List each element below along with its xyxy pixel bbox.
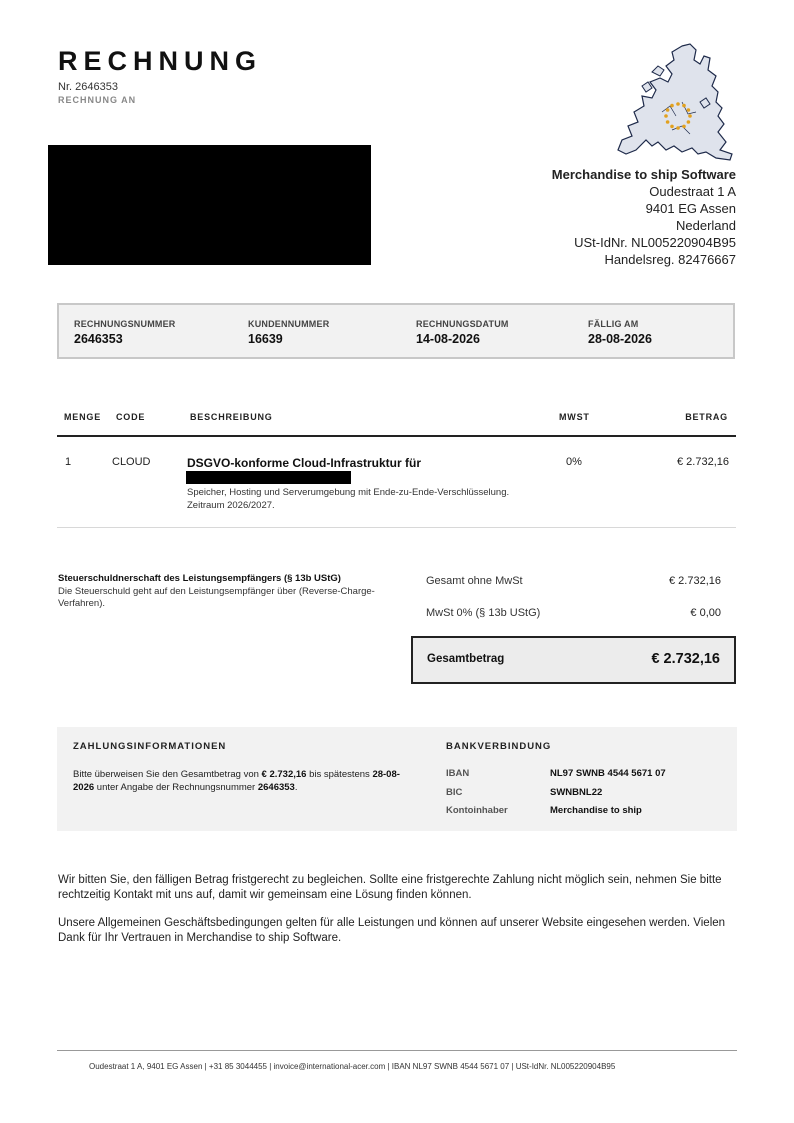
- bic-value: SWNBNL22: [550, 787, 603, 798]
- payment-due-date: 28-08-2026: [73, 769, 400, 793]
- row-description-line: Zeitraum 2026/2027.: [187, 500, 275, 511]
- redacted-recipient-address: [48, 145, 371, 265]
- column-header-code: CODE: [116, 412, 146, 422]
- grand-total-label: Gesamtbetrag: [427, 653, 505, 665]
- company-address: [552, 166, 736, 268]
- bank-details-heading: BANKVERBINDUNG: [446, 741, 552, 752]
- invoice-meta-box: [57, 303, 735, 359]
- bic-label: BIC: [446, 787, 463, 798]
- invoice-number: Nr. 2646353: [58, 81, 118, 93]
- reverse-charge-title: Steuerschuldnerschaft des Leistungsempfängers (§ 13b UStG): [58, 573, 341, 584]
- meta-invoice-date: [416, 319, 509, 346]
- meta-value: 14-08-2026: [416, 332, 480, 346]
- eu-map-logo-icon: [612, 42, 738, 166]
- company-name: Merchandise to ship Software: [551, 167, 736, 182]
- meta-label: RECHNUNGSNUMMER: [74, 319, 176, 329]
- payment-reminder-paragraph: Wir bitten Sie, den fälligen Betrag fristgerecht zu begleichen. Sollte eine fristgerechte Zahlung nicht möglich sein, nehmen Sie bitte rechtzeitig Kontakt mit uns auf, damit wir gemeinsam eine Lösung finden können.: [58, 874, 722, 901]
- reverse-charge-text: Die Steuerschuld geht auf den Leistungsempfänger über (Reverse-Charge-Verfahren).: [58, 586, 375, 609]
- payment-info-box: [57, 727, 737, 831]
- meta-label: KUNDENNUMMER: [248, 319, 330, 329]
- table-row-divider: [57, 527, 736, 528]
- account-holder-value: Merchandise to ship: [550, 805, 642, 816]
- invoice-title: RECHNUNG: [58, 46, 263, 76]
- bill-to-label: RECHNUNG AN: [58, 95, 137, 105]
- row-description-line: Speicher, Hosting und Serverumgebung mit Ende-zu-Ende-Verschlüsselung.: [187, 487, 510, 498]
- meta-value: 28-08-2026: [588, 332, 652, 346]
- column-header-amount: BETRAG: [685, 412, 728, 422]
- vat-value: € 0,00: [690, 607, 721, 619]
- row-amount: € 2.732,16: [677, 456, 729, 468]
- table-header-divider: [57, 435, 736, 437]
- payment-text: .: [294, 782, 298, 793]
- row-code: CLOUD: [112, 456, 151, 468]
- row-description-details: [187, 486, 509, 512]
- column-header-qty: MENGE: [64, 412, 102, 422]
- terms-paragraph: Unsere Allgemeinen Geschäftsbedingungen gelten für alle Leistungen und können auf unserer Website eingesehen werden. Vielen Dank für Ihr Vertrauen in Merchandise to ship Software.: [58, 917, 726, 944]
- row-qty: 1: [65, 456, 72, 468]
- company-register: Handelsreg. 82476667: [604, 252, 736, 267]
- column-header-description: BESCHREIBUNG: [190, 412, 273, 422]
- row-vat: 0%: [566, 456, 582, 468]
- footer-text: Oudestraat 1 A, 9401 EG Assen | +31 85 3044455 | invoice@international-acer.com | IBAN NL97 SWNB 4544 5671 07 | USt-IdNr. NL005220904B95: [89, 1062, 616, 1071]
- meta-due-date: [588, 319, 652, 346]
- meta-value: 16639: [248, 332, 283, 346]
- net-total-label: Gesamt ohne MwSt: [426, 575, 523, 587]
- meta-label: RECHNUNGSDATUM: [416, 319, 509, 329]
- account-holder-label: Kontoinhaber: [446, 805, 508, 816]
- net-total-value: € 2.732,16: [669, 575, 721, 587]
- payment-info-heading: ZAHLUNGSINFORMATIONEN: [73, 741, 227, 752]
- payment-text: bis spätestens: [306, 769, 373, 780]
- grand-total-box: [411, 636, 736, 684]
- grand-total-value: € 2.732,16: [651, 651, 720, 667]
- iban-value: NL97 SWNB 4544 5671 07: [550, 768, 666, 779]
- footer-divider: [57, 1050, 737, 1051]
- column-header-vat: MWST: [559, 412, 590, 422]
- payment-text: unter Angabe der Rechnungsnummer: [94, 782, 258, 793]
- vat-label: MwSt 0% (§ 13b UStG): [426, 607, 541, 619]
- meta-customer-number: [248, 319, 329, 346]
- company-country: Nederland: [676, 218, 736, 233]
- redacted-customer-name: [186, 471, 351, 484]
- company-street: Oudestraat 1 A: [649, 184, 736, 199]
- payment-text: Bitte überweisen Sie den Gesamtbetrag von: [73, 769, 262, 780]
- company-vat: USt-IdNr. NL005220904B95: [574, 235, 736, 250]
- payment-reference: 2646353: [257, 782, 295, 793]
- meta-value: 2646353: [74, 332, 123, 346]
- iban-label: IBAN: [446, 768, 470, 779]
- meta-invoice-number: [74, 319, 176, 346]
- payment-amount: € 2.732,16: [261, 769, 307, 780]
- row-description-title: DSGVO-konforme Cloud-Infrastruktur für: [187, 456, 422, 470]
- payment-instructions: [73, 768, 413, 794]
- meta-label: FÄLLIG AM: [588, 319, 639, 329]
- company-city: 9401 EG Assen: [645, 201, 736, 216]
